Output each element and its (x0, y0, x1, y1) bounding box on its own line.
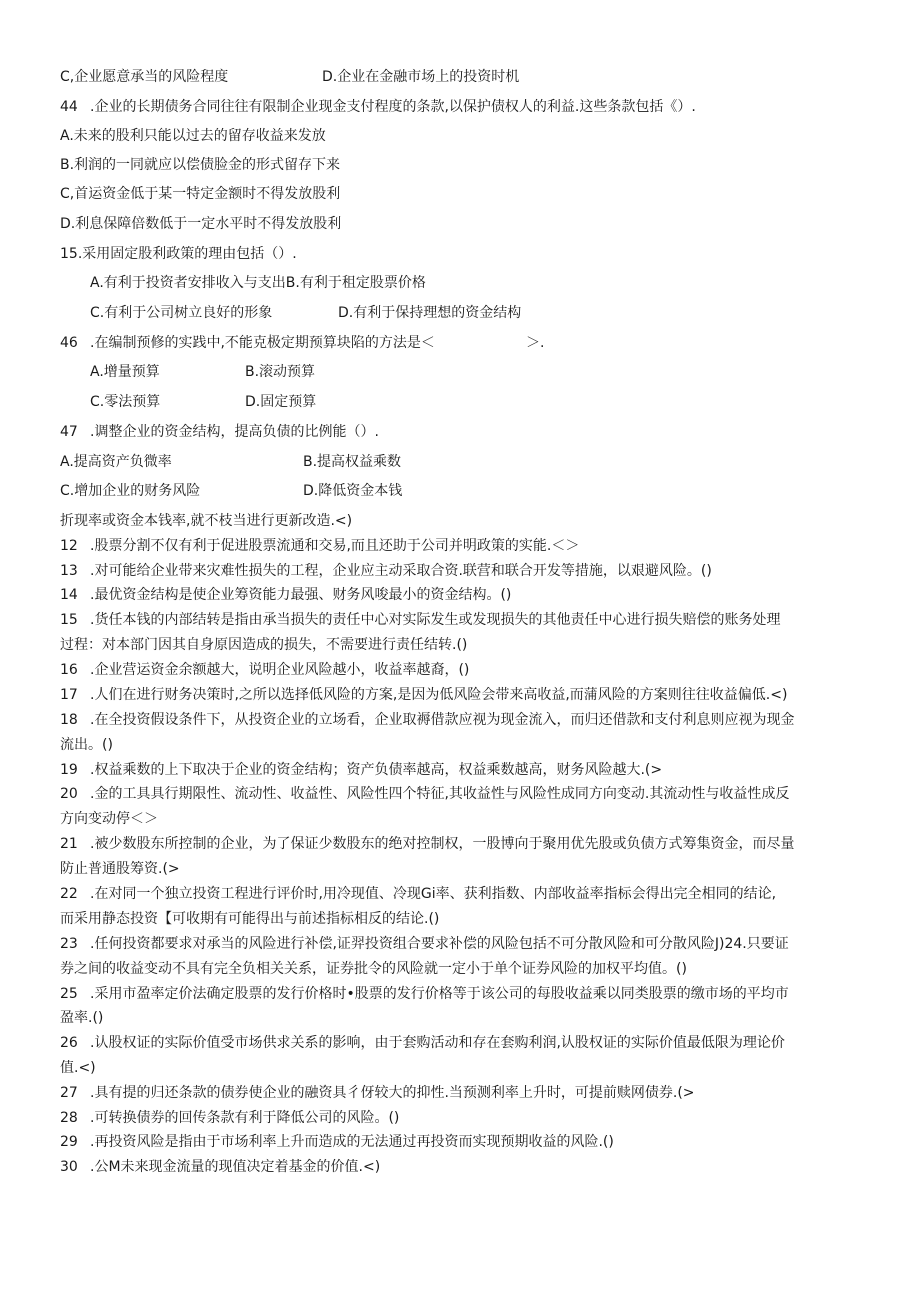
statement-text: .在全投资假设条件下，从投资企业的立场看，企业取褥借款应视为现金流入，而归还借款和支付利息则应视为现金 (90, 712, 795, 728)
option-a: A.增量预算 (90, 364, 160, 380)
option-d: D.降低资金本钱 (303, 483, 403, 499)
question-line (60, 422, 379, 442)
statement-text: .最优资金结构是使企业筹资能力最强、财务风唆最小的资金结构。() (90, 587, 512, 603)
statement-line (60, 984, 789, 1004)
statement-text: 折现率或资金本钱率,就不枝当进行更新改造.<) (60, 513, 353, 529)
question-text: 15.采用固定股利政策的理由包括（）. (60, 246, 297, 262)
statement-line (60, 1083, 695, 1103)
statement-text: .再投资风险是指由于市场利率上升而造成的无法通过再投资而实现预期收益的风险.() (90, 1134, 614, 1150)
statement-continuation: 方向变动停＜＞ (60, 811, 158, 827)
statement-number: 27 (60, 1085, 78, 1101)
option-b: B.滚动预算 (245, 364, 316, 380)
statement-continuation: 券之间的收益变动不具有完全负相关关系，证券批令的风险就一定小于单个证券风险的加权平均值。() (60, 961, 687, 977)
statement-number: 29 (60, 1134, 78, 1150)
statement-line (60, 934, 789, 954)
option-line (60, 67, 520, 87)
question-line (60, 333, 545, 353)
option-c: C.零法预算 (90, 394, 161, 410)
option-c: C,首运资金低于某一特定金额时不得发放股利 (60, 186, 341, 202)
statement-number: 16 (60, 662, 78, 678)
statement-number: 30 (60, 1159, 78, 1175)
statement-continuation: 盈率.() (60, 1010, 104, 1026)
option-d: D.有利于保持理想的资金结构 (338, 305, 522, 321)
statement-line (60, 834, 794, 854)
statement-number: 15 (60, 612, 78, 628)
statement-text: .采用市盈率定价法确定股票的发行价格时•股票的发行价格等于该公司的每股收益乘以同类股票的缴市场的平均市 (90, 986, 789, 1002)
statement-text: .股票分割不仅有利于促进股票流通和交易,而且还助于公司并明政策的实能.＜＞ (90, 538, 580, 554)
question-number: 44 (60, 99, 78, 115)
statement-number: 13 (60, 563, 78, 579)
question-text: .企业的长期债务合同往往有限制企业现金支付程度的条款,以保护债权人的利益.这些条款包括《）. (90, 99, 696, 115)
statement-number: 12 (60, 538, 78, 554)
statement-number: 25 (60, 986, 78, 1002)
statement-text: .货任本钱的内部结转是指由承当损失的责任中心对实际发生或发现损失的其他责任中心进行损失赔偿的账务处理 (90, 612, 781, 628)
option-b: B.利润的一同就应以偿债脸金的形式留存下来 (60, 157, 341, 173)
option-a: A.未来的股利只能以过去的留存收益来发放 (60, 128, 326, 144)
statement-text: .被少数股东所控制的企业，为了保证少数股东的绝对控制权，一股博向于聚用优先股或负债方式筹集资金，而尽量 (90, 836, 795, 852)
question-number: 47 (60, 424, 78, 440)
statement-text: .可转换债券的回传条款有利于降低公司的风险。() (90, 1110, 400, 1126)
option-line (60, 481, 403, 501)
statement-number: 20 (60, 786, 78, 802)
option-line: A.有利于投资者安排收入与支出B.有利于租定股票价格 (90, 275, 426, 291)
statement-number: 22 (60, 886, 78, 902)
statement-number: 17 (60, 687, 78, 703)
statement-line (60, 660, 469, 680)
question-text: .调整企业的资金结构，提高负债的比例能（）. (90, 424, 379, 440)
option-line (90, 362, 316, 382)
option-d: D.企业在金融市场上的投资时机 (322, 69, 520, 85)
statement-line (60, 1132, 614, 1152)
statement-text: .公M未来现金流量的现值决定着基金的价值.<) (90, 1159, 381, 1175)
statement-number: 14 (60, 587, 78, 603)
statement-line (60, 710, 794, 730)
statement-continuation: 流出。() (60, 737, 113, 753)
option-b: B.提高权益乘数 (303, 454, 402, 470)
statement-line (60, 1157, 380, 1177)
statement-text: .企业营运资金余额越大，说明企业风险越小，收益率越裔，() (90, 662, 470, 678)
option-line (60, 452, 402, 472)
statement-line (60, 685, 787, 705)
statement-text: .任何投资都要求对承当的风险进行补偿,证羿投资组合要求补偿的风险包括不可分散风险和可分散风险J)24.只要证 (90, 936, 789, 952)
statement-continuation: 而采用静态投资【可收期有可能得出与前述指标相反的结论.() (60, 911, 440, 927)
question-text: .在编制预修的实践中,不能克极定期预算块陷的方法是＜ (90, 335, 435, 351)
statement-text: .在对同一个独立投资工程进行评价时,用冷现值、冷现Gi率、获利指数、内部收益率指标会得出完全相同的结论, (90, 886, 777, 902)
statement-text: .权益乘数的上下取决于企业的资金结构；资产负债率越高，权益乘数越高，财务风险越大.(> (90, 762, 663, 778)
option-c: C.有利于公司树立良好的形象 (90, 305, 273, 321)
statement-continuation: 过程：对本部门因其自身原因造成的损失，不需要进行责任结转.() (60, 637, 468, 653)
statement-number: 23 (60, 936, 78, 952)
statement-text: .人们在进行财务决策时,之所以选择低风险的方案,是因为低风险会带来高收益,而蒲风险的方案则往往收益偏低.<) (90, 687, 788, 703)
statement-text: .具有提的归还条款的债券使企业的融资具彳伢较大的抑性.当预测利率上升时，可提前赎网债券.(> (90, 1085, 695, 1101)
statement-line (60, 585, 511, 605)
option-c: C,企业愿意承当的风险程度 (60, 69, 229, 85)
statement-line (60, 760, 662, 780)
statement-text: .对可能给企业带来灾难性损失的工程，企业应主动采取合资.联营和联合开发等措施，以艰避风险。() (90, 563, 712, 579)
statement-text: .金的工具具行期限性、流动性、收益性、风险性四个特征,其收益性与风险性成同方向变动.其流动性与收益性成反 (90, 786, 790, 802)
option-c: C.增加企业的财务风险 (60, 483, 201, 499)
question-number: 46 (60, 335, 78, 351)
statement-line (60, 610, 780, 630)
option-d: D.固定预算 (245, 394, 317, 410)
statement-number: 26 (60, 1035, 78, 1051)
statement-continuation: 防止普通股筹资.(> (60, 861, 180, 877)
question-line (60, 97, 696, 117)
option-d: D.利息保障倍数低于一定水平时不得发放股利 (60, 216, 342, 232)
statement-number: 28 (60, 1110, 78, 1126)
question-bracket: ＞. (526, 335, 545, 351)
statement-continuation: 值.<) (60, 1060, 96, 1076)
statement-line (60, 784, 789, 804)
option-line (90, 392, 317, 412)
statement-line (60, 1108, 399, 1128)
statement-number: 19 (60, 762, 78, 778)
statement-line (60, 536, 579, 556)
statement-number: 18 (60, 712, 78, 728)
statement-line (60, 1033, 785, 1053)
statement-number: 21 (60, 836, 78, 852)
option-line (90, 303, 522, 323)
statement-text: .认股权证的实际价值受市场供求关系的影响，由于套购活动和存在套购利润,认股权证的实际价值最低限为理论价 (90, 1035, 785, 1051)
option-a: A.提高资产负微率 (60, 454, 172, 470)
statement-line (60, 884, 776, 904)
statement-line (60, 561, 712, 581)
